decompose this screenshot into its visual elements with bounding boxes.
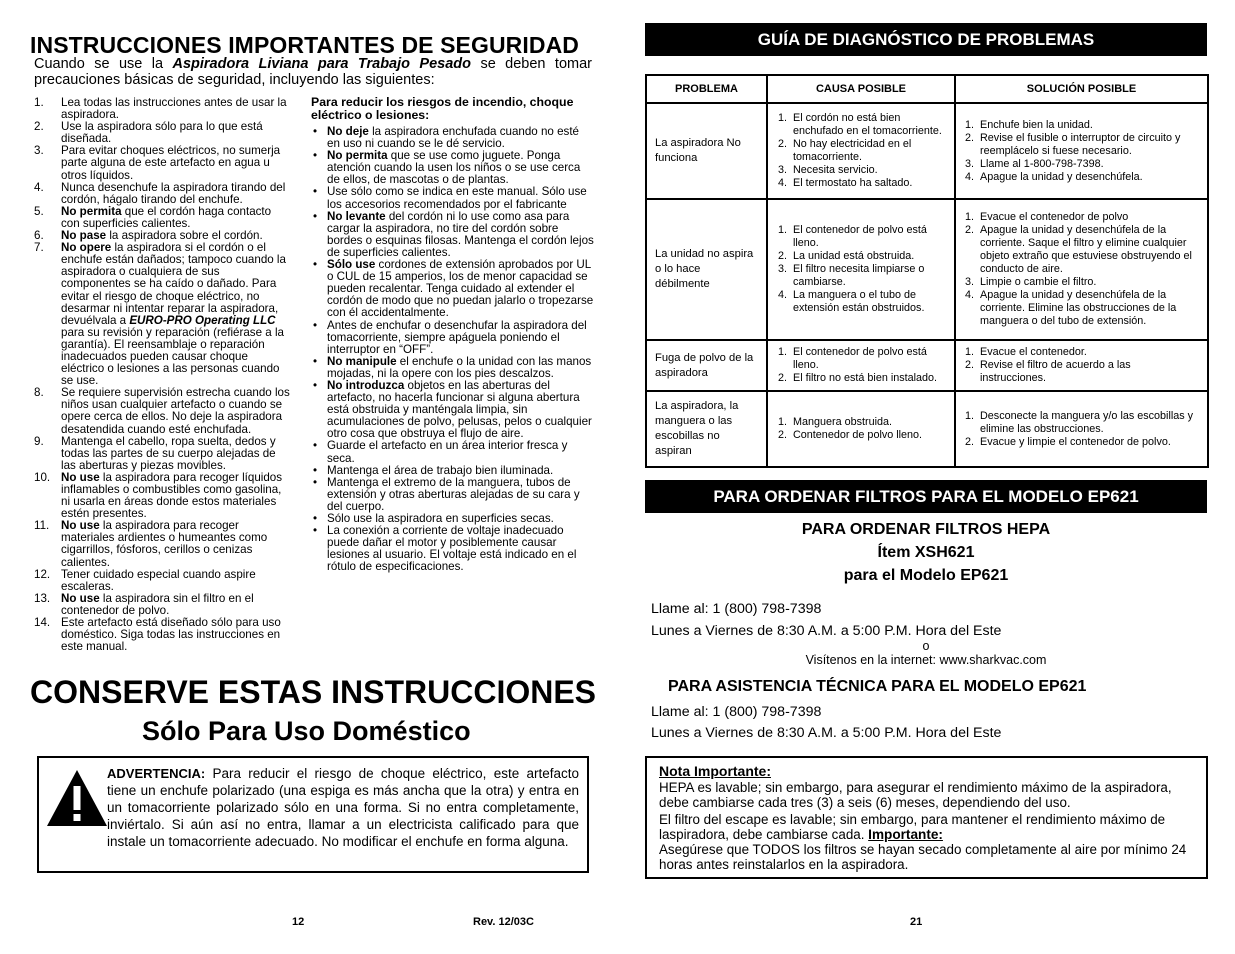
risk-list-item: • Mantenga el extremo de la manguera, tubos de extensión y otras aberturas alejadas de su cara y del cuerpo. xyxy=(311,477,594,513)
safety-list-item: 13. No use la aspiradora sin el filtro en el contenedor de polvo. xyxy=(34,591,254,617)
problem-cell: Fuga de polvo de la aspiradora xyxy=(646,340,767,392)
hepa-line-1: PARA ORDENAR FILTROS HEPA xyxy=(801,521,1051,538)
solution-item: 4. Apague la unidad y desenchúfela. xyxy=(965,170,1143,183)
solution-item: 1. Desconecte la manguera y/o las escobillas y elimine las obstrucciones. xyxy=(965,409,1194,435)
website-line: Visítenos en la internet: www.sharkvac.com xyxy=(805,653,1047,667)
column-header-cause: CAUSA POSIBLE xyxy=(767,75,955,103)
solution-item: 2. Apague la unidad y desenchúfela de la corriente. Saque el filtro y elimine cualquier objeto extraño que estuviese obstruyendo el conducto de aire. xyxy=(965,224,1192,276)
risk-list-item: • Use sólo como se indica en este manual. Sólo use los accesorios recomendados por el fabricante xyxy=(311,186,594,210)
filters-title-bar: PARA ORDENAR FILTROS PARA EL MODELO EP621 xyxy=(645,480,1207,513)
hepa-order-heading xyxy=(645,518,1207,587)
risk-list-item: • No levante del cordón ni lo use como asa para cargar la aspiradora, no tire del cordón sobre bordes o esquinas filosas. Mantenga el cordón lejos de superficies calientes. xyxy=(311,211,594,259)
solution-item: 1. Evacue el contenedor de polvo xyxy=(965,211,1129,224)
risk-list-item: • Guarde el artefacto en un área interior fresca y seca. xyxy=(311,440,594,464)
solution-item: 3. Llame al 1-800-798-7398. xyxy=(965,157,1104,170)
cause-item: 2. No hay electricidad en el tomacorriente. xyxy=(778,138,912,164)
risk-list-item: • No permita que se use como juguete. Ponga atención cuando la usen los niños o se use cerca de ellos, de mascotas o de plantas. xyxy=(311,150,594,186)
risk-heading: Para reducir los riesgos de incendio, choque eléctrico o lesiones: xyxy=(311,95,574,122)
solution-item: 1. Enchufe bien la unidad. xyxy=(965,118,1093,131)
diagnosis-title-bar: GUÍA DE DIAGNÓSTICO DE PROBLEMAS xyxy=(645,23,1207,56)
safety-list-item: 9. Mantenga el cabello, ropa suelta, dedos y todas las partes de su cuerpo alejadas de las aberturas y piezas movibles. xyxy=(34,434,276,472)
solution-cell xyxy=(955,391,1208,467)
solution-cell xyxy=(955,103,1208,199)
safety-list-item: 5. No permita que el cordón haga contacto con superficies calientes. xyxy=(34,204,272,230)
safety-list-item: 11. No use la aspiradora para recoger materiales ardientes o humeantes como cigarrillos, fósforos, cerillos o cenizas calientes. xyxy=(34,519,268,569)
cause-item: 1. El cordón no está bien enchufado en el tomacorriente. xyxy=(778,112,942,138)
risk-bullet-list xyxy=(311,126,594,573)
conserve-heading: CONSERVE ESTAS INSTRUCCIONES xyxy=(30,674,597,710)
safety-list-item: 14. Este artefacto está diseñado sólo para uso doméstico. Siga todas las instrucciones en este manual. xyxy=(34,616,281,654)
solution-item: 2. Revise el filtro de acuerdo a las instrucciones. xyxy=(965,359,1131,385)
safety-list-item: 10. No use la aspiradora para recoger líquidos inflamables o combustibles como gasolina, ni usarla en áreas donde estos materiales estén presentes. xyxy=(34,470,283,521)
hepa-item-number: Ítem XSH621 xyxy=(877,544,975,561)
table-row xyxy=(646,199,1208,340)
safety-intro: Cuando se use la Aspiradora Liviana para Trabajo Pesado se deben tomar precauciones básicas de seguridad, incluyendo las siguientes: xyxy=(34,56,592,88)
cause-cell xyxy=(767,340,955,392)
household-use-heading: Sólo Para Uso Doméstico xyxy=(142,716,471,746)
risk-list-item: • No deje la aspiradora enchufada cuando no esté en uso ni cuando se le dé servicio. xyxy=(311,126,594,150)
cause-item: 3. Necesita servicio. xyxy=(778,164,878,177)
safety-numbered-list xyxy=(34,97,290,653)
problem-cell: La aspiradora, la manguera o las escobillas no aspiran xyxy=(646,391,767,467)
risk-list-item: • No introduzca objetos en las aberturas del artefacto, no hacerla funcionar si alguna abertura está obstruida y manténgala limpia, sin acumulaciones de polvo, pelusas, pelos o cualquier otro cosa que obstruya el flujo de aire. xyxy=(311,380,594,440)
risk-list-item: • No manipule el enchufe o la unidad con las manos mojadas, ni la opere con los pies descalzos. xyxy=(311,356,594,380)
table-row xyxy=(646,391,1208,467)
hepa-model: para el Modelo EP621 xyxy=(843,567,1009,584)
solution-item: 4. Apague la unidad y desenchúfela de la corriente. Elimine las obstrucciones de la manguera o del tubo de extensión. xyxy=(965,289,1177,328)
cause-item: 4. El termostato ha saltado. xyxy=(778,177,913,190)
order-phone: Llame al: 1 (800) 798-7398 xyxy=(651,601,822,617)
warning-text: ADVERTENCIA: Para reducir el riesgo de choque eléctrico, este artefacto tiene un enchufe polarizado (una espiga es más ancha que la otra) y entra en un tomacorriente polarizado sólo en una forma. Si no entra completamente, inviértalo. Si aún así no entra, llamar a un electricista calificado para que instale un tomacorriente adecuado. No modificar el enchufe en forma alguna. xyxy=(107,766,579,849)
cause-item: 1. El contenedor de polvo está lleno. xyxy=(778,224,927,250)
safety-list-item: 2. Use la aspiradora sólo para lo que está diseñada. xyxy=(34,120,263,146)
important-note-box xyxy=(645,756,1208,879)
safety-list-item: 4. Nunca desenchufe la aspiradora tirando del cordón, hágalo tirando del enchufe. xyxy=(34,180,286,206)
warning-box xyxy=(37,756,589,873)
table-row xyxy=(646,103,1208,199)
risk-list-item: • Sólo use cordones de extensión aprobados por UL o CUL de 15 amperios, los de menor capacidad se pueden recalentar. Tenga cuidado al extender el cordón de modo que no puedan jalarlo o tropezarse con él accidentalmente. xyxy=(311,259,594,319)
safety-title: INSTRUCCIONES IMPORTANTES DE SEGURIDAD xyxy=(30,32,580,58)
page-number-right: 21 xyxy=(910,916,923,928)
solution-item: 2. Evacue y limpie el contenedor de polvo. xyxy=(965,435,1171,448)
solution-item: 2. Revise el fusible o interruptor de circuito y reemplácelo si fuese necesario. xyxy=(965,131,1181,157)
cause-cell xyxy=(767,391,955,467)
note-title: Nota Importante: xyxy=(659,763,771,779)
cause-cell xyxy=(767,103,955,199)
tech-phone: Llame al: 1 (800) 798-7398 xyxy=(651,704,822,720)
solution-cell xyxy=(955,199,1208,340)
cause-item: 2. Contenedor de polvo lleno. xyxy=(778,429,923,442)
revision-label: Rev. 12/03C xyxy=(473,916,534,928)
safety-list-item: 3. Para evitar choques eléctricos, no sumerja parte alguna de este artefacto en agua u otros líquidos. xyxy=(34,144,281,182)
tech-hours: Lunes a Viernes de 8:30 A.M. a 5:00 P.M. Hora del Este xyxy=(651,725,1002,741)
cause-item: 1. Manguera obstruida. xyxy=(778,416,893,429)
order-hours: Lunes a Viernes de 8:30 A.M. a 5:00 P.M. Hora del Este xyxy=(651,623,1002,639)
safety-list-item: 7. No opere la aspiradora si el cordón o el enchufe están dañados; tampoco cuando la aspiradora o cualquiera de sus componentes se ha caído o dañado. Para evitar el riesgo de choque eléctrico, no desarmar ni intentar reparar la aspiradora, devuélvala a EURO-PRO Operating LLC para su revisión y reparación (refiérase a la garantía). El reensamblaje o reparación inadecuados pueden causar choque eléctrico o lesiones a las personas cuando se use. xyxy=(34,241,286,388)
cause-cell xyxy=(767,199,955,340)
problem-cell: La unidad no aspira o lo hace débilmente xyxy=(646,199,767,340)
page-number-left: 12 xyxy=(292,916,305,928)
safety-list-item: 12. Tener cuidado especial cuando aspire escaleras. xyxy=(34,567,256,593)
cause-item: 2. El filtro no está bien instalado. xyxy=(778,372,938,385)
table-row xyxy=(646,340,1208,392)
risk-list-item: • Mantenga el área de trabajo bien iluminada. xyxy=(311,465,594,477)
tech-support-heading: PARA ASISTENCIA TÉCNICA PARA EL MODELO EP621 xyxy=(668,678,1087,695)
column-header-solution: SOLUCIÓN POSIBLE xyxy=(955,75,1208,103)
solution-item: 3. Limpie o cambie el filtro. xyxy=(965,276,1097,289)
cause-item: 2. La unidad está obstruida. xyxy=(778,250,915,263)
solution-cell xyxy=(955,340,1208,392)
risk-list-item: • Antes de enchufar o desenchufar la aspiradora del tomacorriente, siempre apáguela poniendo el interruptor en “OFF”. xyxy=(311,320,594,356)
risk-list-item: • Sólo use la aspiradora en superficies secas. xyxy=(311,513,594,525)
or-separator: o xyxy=(922,639,930,653)
risk-list-item: • La conexión a corriente de voltaje inadecuado puede dañar el motor y posiblemente causar lesiones al usuario. El voltaje está indicado en el rótulo de especificaciones. xyxy=(311,525,594,573)
warning-triangle-icon xyxy=(45,766,109,830)
cause-item: 1. El contenedor de polvo está lleno. xyxy=(778,346,927,372)
cause-item: 4. La manguera o el tubo de extensión están obstruidos. xyxy=(778,289,925,315)
solution-item: 1. Evacue el contenedor. xyxy=(965,346,1087,359)
diagnosis-table xyxy=(645,74,1209,468)
safety-list-item: 8. Se requiere supervisión estrecha cuando los niños usan cualquier artefacto o cuando se opere cerca de ellos. No deje la aspiradora desatendida cuando esté enchufada. xyxy=(34,386,290,436)
problem-cell: La aspiradora No funciona xyxy=(646,103,767,199)
cause-item: 3. El filtro necesita limpiarse o cambiarse. xyxy=(778,263,925,289)
safety-list-item: 6. No pase la aspiradora sobre el cordón. xyxy=(34,229,263,243)
safety-list-item: 1. Lea todas las instrucciones antes de usar la aspiradora. xyxy=(34,96,287,122)
note-body: HEPA es lavable; sin embargo, para asegurar el rendimiento máximo de la aspiradora, debe cambiarse cada tres (3) a seis (6) meses, dependiendo del uso. El filtro del escape es lavable; sin embargo, para mantener el rendimiento máximo de laspiradora, debe cambiarse cada. Importante: Asegúrese que TODOS los filtros se hayan secado completamente al aire por mínimo 24 horas antes reinstalarlos en la aspiradora. xyxy=(659,780,1187,873)
column-header-problem: PROBLEMA xyxy=(646,75,767,103)
